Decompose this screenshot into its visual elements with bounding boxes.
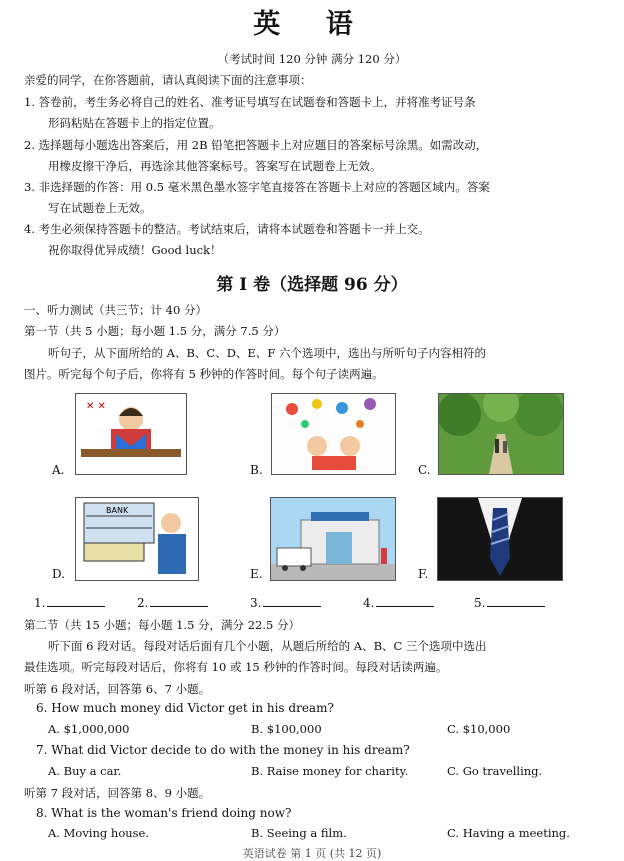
notice-greeting: 亲爱的同学，在你答题前，请认真阅读下面的注意事项：	[24, 73, 312, 87]
question-7: 7. What did Victor decide to do with the money in his dream?	[36, 743, 410, 757]
sec1-title: 第一节（共 5 小题；每小题 1.5 分，满分 7.5 分）	[24, 324, 286, 338]
q7-option-b[interactable]: B. Raise money for charity.	[251, 764, 409, 778]
svg-text:BANK: BANK	[106, 506, 129, 515]
picture-label: D.	[52, 567, 66, 581]
blank-number: 5.	[474, 596, 486, 610]
part1-title: 一、听力测试（共三节；计 40 分）	[24, 303, 207, 317]
page-footer: 英语试卷 第 1 页 (共 12 页)	[242, 847, 382, 860]
question-8: 8. What is the woman's friend doing now?	[36, 806, 292, 820]
page-title: 英 语	[253, 9, 371, 40]
notice-line: 祝你取得优异成绩！Good luck！	[48, 243, 222, 257]
q6-option-c[interactable]: C. $10,000	[447, 722, 511, 736]
svg-text:✕ ✕: ✕ ✕	[86, 401, 106, 412]
notice-line: 写在试题卷上无效。	[48, 201, 152, 215]
sec1-desc: 图片。听完每个句子后，你将有 5 秒钟的作答时间。每个句子读两遍。	[24, 367, 384, 381]
notice-line: 2. 选择题每小题选出答案后，用 2B 铅笔把答题卡上对应题目的答案标号涂黑。如需改动，	[24, 138, 488, 152]
answer-blank-5[interactable]	[474, 596, 545, 610]
section-title: 第 I 卷（选择题 96 分）	[216, 275, 408, 295]
notice-line: 用橡皮擦干净后，再选涂其他答案标号。答案写在试题卷上无效。	[48, 159, 382, 173]
q8-option-c[interactable]: C. Having a meeting.	[447, 826, 570, 840]
sec2-title: 第二节（共 15 小题；每小题 1.5 分，满分 22.5 分）	[24, 618, 300, 632]
picture-a-reading-boy	[75, 393, 187, 475]
q6-option-a[interactable]: A. $1,000,000	[48, 722, 130, 736]
question-6: 6. How much money did Victor get in his dream?	[36, 701, 334, 715]
q7-option-c[interactable]: C. Go travelling.	[447, 764, 543, 778]
answer-blank-1[interactable]	[34, 596, 105, 610]
q8-option-b[interactable]: B. Seeing a film.	[251, 826, 347, 840]
picture-f-suit-tie	[437, 497, 563, 581]
picture-label: E.	[250, 567, 263, 581]
q6-option-b[interactable]: B. $100,000	[251, 722, 322, 736]
notice-line: 3. 非选择题的作答：用 0.5 毫米黑色墨水签字笔直接答在答题卡上对应的答题区域内。答案	[24, 180, 490, 194]
blank-number: 2.	[137, 596, 149, 610]
picture-c-park	[438, 393, 564, 475]
answer-blank-3[interactable]	[250, 596, 321, 610]
notice-line: 1. 答卷前，考生务必将自己的姓名、准考证号填写在试题卷和答题卡上，并将准考证号条	[24, 95, 476, 109]
picture-label: A.	[52, 463, 65, 477]
blank-number: 1.	[34, 596, 46, 610]
picture-label: F.	[418, 567, 429, 581]
sec2-desc: 最佳选项。听完每段对话后，你将有 10 或 15 秒钟的作答时间。每段对话读两遍。	[24, 660, 448, 674]
blank-number: 4.	[363, 596, 375, 610]
sec1-desc: 听句子，从下面所给的 A、B、C、D、E、F 六个选项中，选出与所听句子内容相符的	[48, 346, 486, 360]
dialogue-7-instr: 听第 7 段对话，回答第 8、9 小题。	[24, 786, 211, 800]
picture-d-bank-teller	[75, 497, 199, 581]
picture-label: B.	[250, 463, 263, 477]
picture-label: C.	[418, 463, 431, 477]
exam-info: （考试时间 120 分钟 满分 120 分）	[217, 52, 407, 66]
dialogue-6-instr: 听第 6 段对话，回答第 6、7 小题。	[24, 682, 211, 696]
q8-option-a[interactable]: A. Moving house.	[48, 826, 150, 840]
sec2-desc: 听下面 6 段对话。每段对话后面有几个小题，从题后所给的 A、B、C 三个选项中选出	[48, 639, 487, 653]
notice-line: 4. 考生必须保持答题卡的整洁。考试结束后，请将本试题卷和答题卡一并上交。	[24, 222, 430, 236]
blank-number: 3.	[250, 596, 262, 610]
answer-blank-4[interactable]	[363, 596, 434, 610]
picture-e-post-office	[270, 497, 396, 581]
answer-blank-2[interactable]	[137, 596, 208, 610]
picture-b-kids-reading	[271, 393, 396, 475]
notice-line: 形码粘贴在答题卡上的指定位置。	[48, 116, 221, 130]
q7-option-a[interactable]: A. Buy a car.	[48, 764, 122, 778]
